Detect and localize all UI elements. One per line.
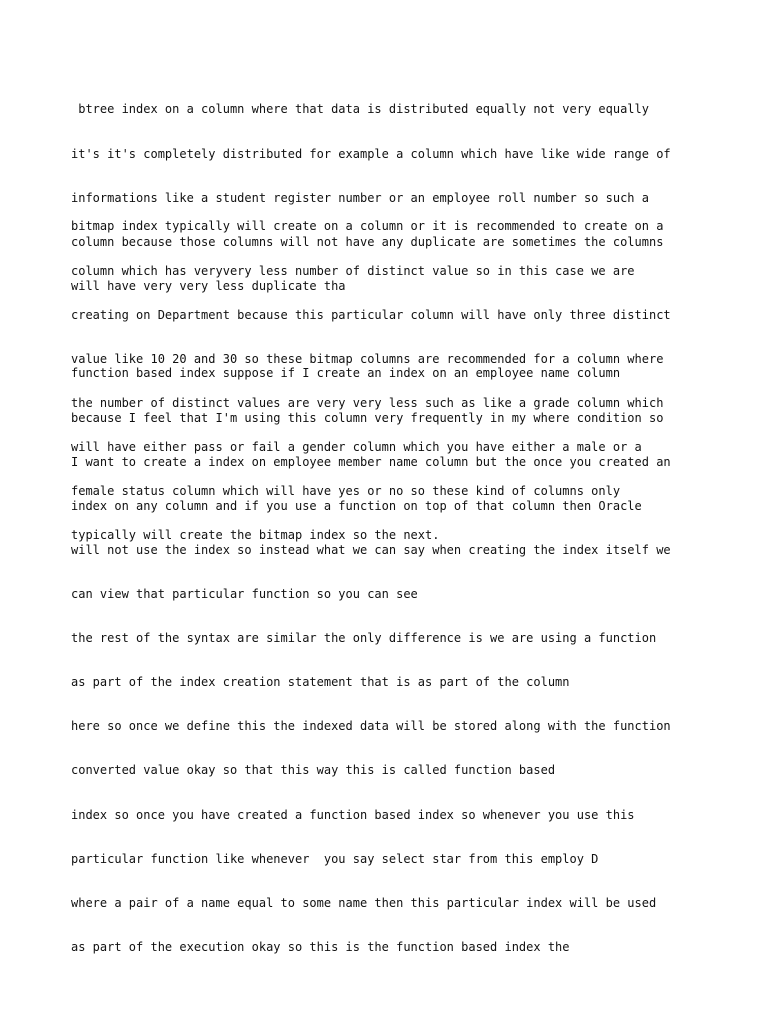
text-line: where a pair of a name equal to some name then this particular index will be used xyxy=(71,895,657,910)
text-line: btree index on a column where that data is distributed equally not very equally xyxy=(71,102,649,117)
text-line: converted value okay so that this way this is called function based xyxy=(71,763,556,778)
text-line: typically will create the bitmap index so the next. xyxy=(71,528,440,543)
text-line: value like 10 20 and 30 so these bitmap columns are recommended for a column where xyxy=(71,351,664,366)
text-line: creating on Department because this particular column will have only three distinct xyxy=(71,307,671,322)
text-line: index so once you have created a function based index so whenever you use this xyxy=(71,807,635,822)
text-line: will have very very less duplicate tha xyxy=(71,278,346,293)
text-line: because I feel that I'm using this column very frequently in my where condition so xyxy=(71,410,664,425)
text-line: column because those columns will not have any duplicate are sometimes the columns xyxy=(71,234,664,249)
text-line: index on any column and if you use a function on top of that column then Oracle xyxy=(71,498,642,513)
text-line: the number of distinct values are very very less such as like a grade column which xyxy=(71,395,664,410)
text-line: bitmap index typically will create on a column or it is recommended to create on a xyxy=(71,219,664,234)
text-line: informations like a student register number or an employee roll number so such a xyxy=(71,190,649,205)
text-line: can view that particular function so you can see xyxy=(71,586,418,601)
text-line: here so once we define this the indexed data will be stored along with the function xyxy=(71,719,671,734)
text-line: I want to create a index on employee member name column but the once you created an xyxy=(71,454,671,469)
text-line: it's it's completely distributed for example a column which have like wide range of xyxy=(71,146,671,161)
text-line: the rest of the syntax are similar the only difference is we are using a function xyxy=(71,631,657,646)
text-line: particular function like whenever you say select star from this employ D xyxy=(71,851,599,866)
text-line: function based index suppose if I create an index on an employee name column xyxy=(71,366,621,381)
text-line: column which has veryvery less number of distinct value so in this case we are xyxy=(71,263,635,278)
text-line: as part of the index creation statement that is as part of the column xyxy=(71,675,570,690)
text-line: will have either pass or fail a gender column which you have either a male or a xyxy=(71,439,642,454)
text-line: will not use the index so instead what we can say when creating the index itself we xyxy=(71,542,671,557)
text-line: female status column which will have yes or no so these kind of columns only xyxy=(71,484,621,499)
paragraph-function-based-index xyxy=(71,337,671,984)
text-line: as part of the execution okay so this is the function based index the xyxy=(71,939,570,954)
